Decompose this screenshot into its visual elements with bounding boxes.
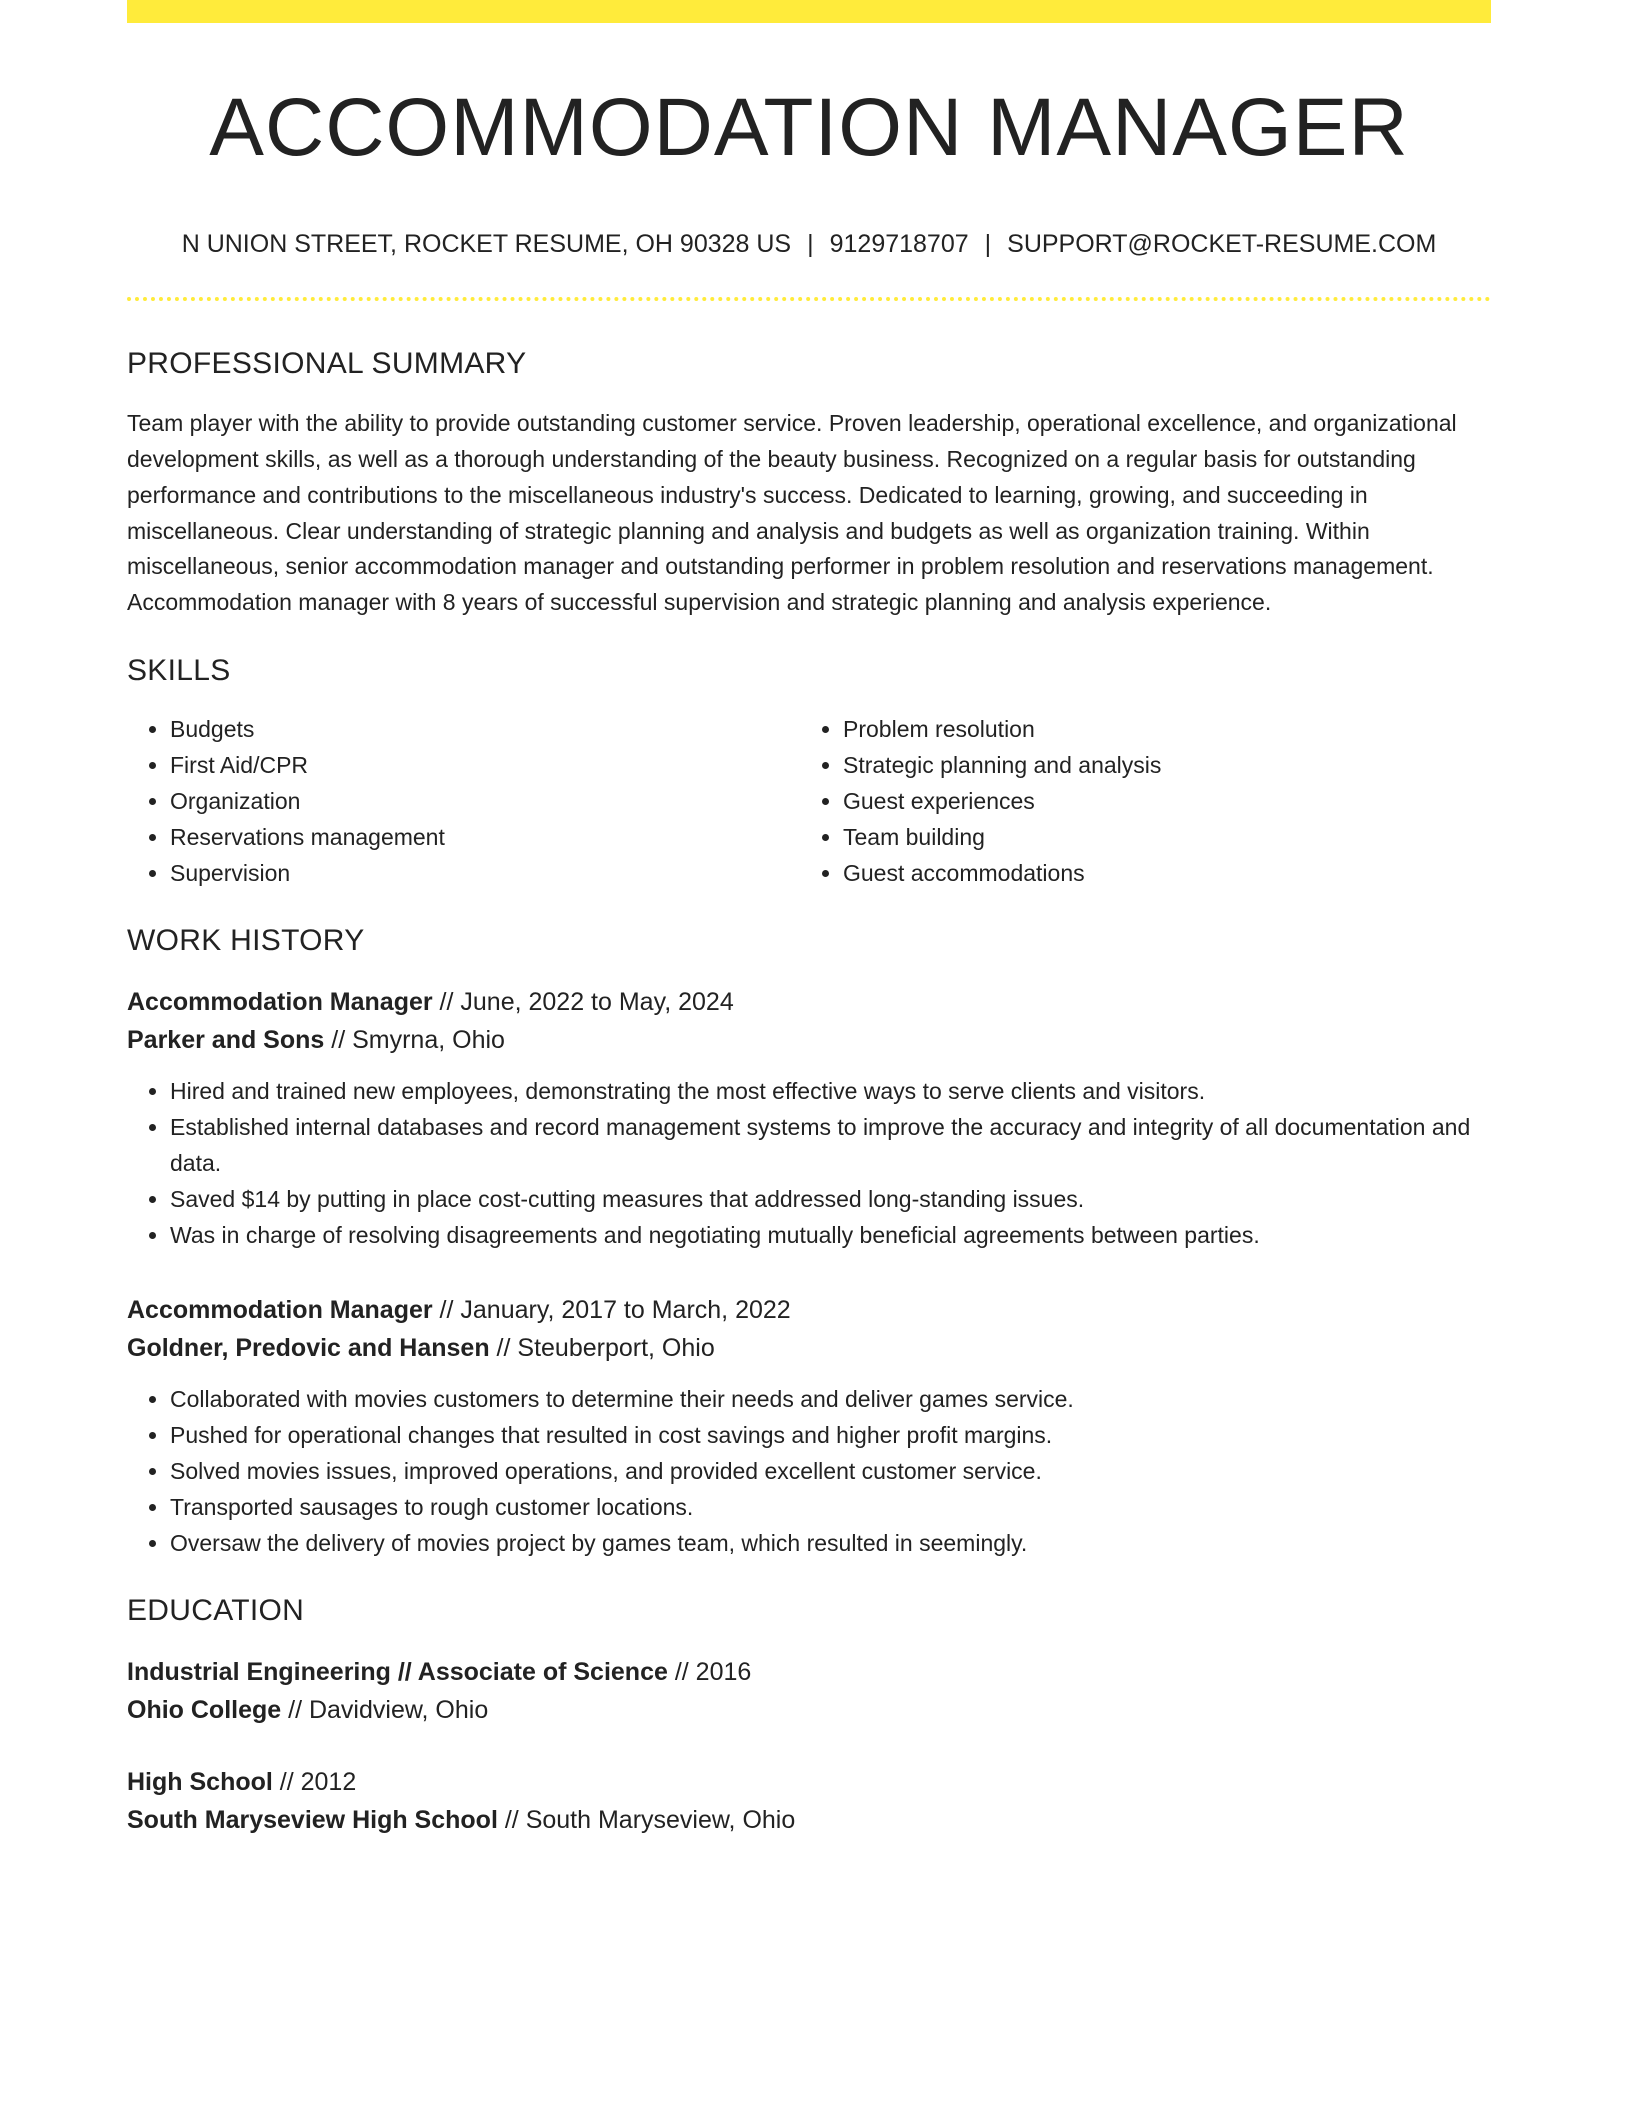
education-degree-line — [127, 1653, 1491, 1691]
job-bullet: • Saved $14 by putting in place cost-cutting measures that addressed long-standing issues. — [170, 1181, 1491, 1217]
resume-name-heading: ACCOMMODATION MANAGER — [209, 82, 1409, 173]
contact-separator: | — [984, 230, 992, 259]
skills-section-title: SKILLS — [127, 653, 231, 687]
summary-paragraph: Team player with the ability to provide outstanding customer service. Proven leadership, operational excellence, and organizational development skills, as well as a thorough understanding of the beauty business. Recognized on a regular basis for outstanding performance and contributions to the miscellaneous industry's success. Dedicated to learning, growing, and succeeding in miscellaneous. Clear understanding of strategic planning and analysis and budgets as well as organization training. Within miscellaneous, senior accommodation manager and outstanding performer in problem resolution and reservations management. Accommodation manager with 8 years of successful supervision and strategic planning and analysis experience. — [127, 410, 1457, 616]
education-school: Ohio College — [127, 1695, 282, 1724]
education-school-line — [127, 1691, 1491, 1729]
resume-page — [127, 0, 1491, 1839]
job-bullet: • Solved movies issues, improved operations, and provided excellent customer service. — [170, 1453, 1491, 1489]
job-bullet: • Pushed for operational changes that resulted in cost savings and higher profit margins. — [170, 1417, 1491, 1453]
education-school: South Maryseview High School — [127, 1805, 498, 1834]
job-entry — [127, 983, 1491, 1253]
education-section-title: EDUCATION — [127, 1593, 305, 1627]
contact-email: SUPPORT@ROCKET-RESUME.COM — [1007, 230, 1437, 259]
job-entry — [127, 1291, 1491, 1561]
skill-item: • Reservations management — [170, 819, 800, 855]
skill-item: • Guest experiences — [843, 783, 1473, 819]
education-location: // South Maryseview, Ohio — [497, 1805, 796, 1834]
education-degree: High School — [127, 1767, 273, 1796]
contact-phone: 9129718707 — [829, 230, 969, 259]
skill-item: • Strategic planning and analysis — [843, 747, 1473, 783]
job-bullet: • Established internal databases and record management systems to improve the accuracy and integrity of all documentation and data. — [170, 1109, 1491, 1181]
skill-item: • First Aid/CPR — [170, 747, 800, 783]
job-bullet: • Transported sausages to rough customer locations. — [170, 1489, 1491, 1525]
skills-grid — [127, 711, 1491, 891]
job-role-line — [127, 1291, 1491, 1329]
job-role: Accommodation Manager — [127, 987, 433, 1016]
contact-separator: | — [807, 230, 814, 259]
job-location: // Steuberport, Ohio — [489, 1333, 715, 1362]
job-dates: // January, 2017 to March, 2022 — [432, 1295, 791, 1324]
contact-address: N UNION STREET, ROCKET RESUME, OH 90328 US — [181, 230, 792, 259]
skill-item: • Team building — [843, 819, 1473, 855]
job-company-line — [127, 1329, 1491, 1367]
job-bullet-list — [127, 1073, 1491, 1253]
education-entry — [127, 1763, 1491, 1839]
skills-column-right — [800, 711, 1473, 891]
job-bullet: • Collaborated with movies customers to determine their needs and deliver games service. — [170, 1381, 1491, 1417]
education-entry — [127, 1653, 1491, 1729]
job-bullet: • Hired and trained new employees, demonstrating the most effective ways to serve clients and visitors. — [170, 1073, 1491, 1109]
job-company: Goldner, Predovic and Hansen — [127, 1333, 490, 1362]
education-year: // 2016 — [667, 1657, 752, 1686]
job-dates: // June, 2022 to May, 2024 — [432, 987, 734, 1016]
accent-top-bar — [127, 0, 1491, 23]
education-school-line — [127, 1801, 1491, 1839]
job-company: Parker and Sons — [127, 1025, 325, 1054]
education-year: // 2012 — [272, 1767, 357, 1796]
skill-item: • Problem resolution — [843, 711, 1473, 747]
job-role: Accommodation Manager — [127, 1295, 433, 1324]
dotted-divider — [127, 297, 1491, 301]
education-location: // Davidview, Ohio — [281, 1695, 489, 1724]
skill-item: • Guest accommodations — [843, 855, 1473, 891]
job-bullet-list — [127, 1381, 1491, 1561]
education-degree-line — [127, 1763, 1491, 1801]
work-history-section-title: WORK HISTORY — [127, 923, 365, 957]
job-location: // Smyrna, Ohio — [324, 1025, 505, 1054]
education-degree: Industrial Engineering // Associate of Science — [127, 1657, 668, 1686]
job-bullet: • Oversaw the delivery of movies project by games team, which resulted in seemingly. — [170, 1525, 1491, 1561]
summary-section-title: PROFESSIONAL SUMMARY — [127, 347, 527, 381]
contact-line — [127, 229, 1491, 259]
skill-item: • Organization — [170, 783, 800, 819]
job-company-line — [127, 1021, 1491, 1059]
skill-item: • Supervision — [170, 855, 800, 891]
job-role-line — [127, 983, 1491, 1021]
skills-column-left — [127, 711, 800, 891]
skill-item: • Budgets — [170, 711, 800, 747]
job-bullet: • Was in charge of resolving disagreements and negotiating mutually beneficial agreements between parties. — [170, 1217, 1491, 1253]
